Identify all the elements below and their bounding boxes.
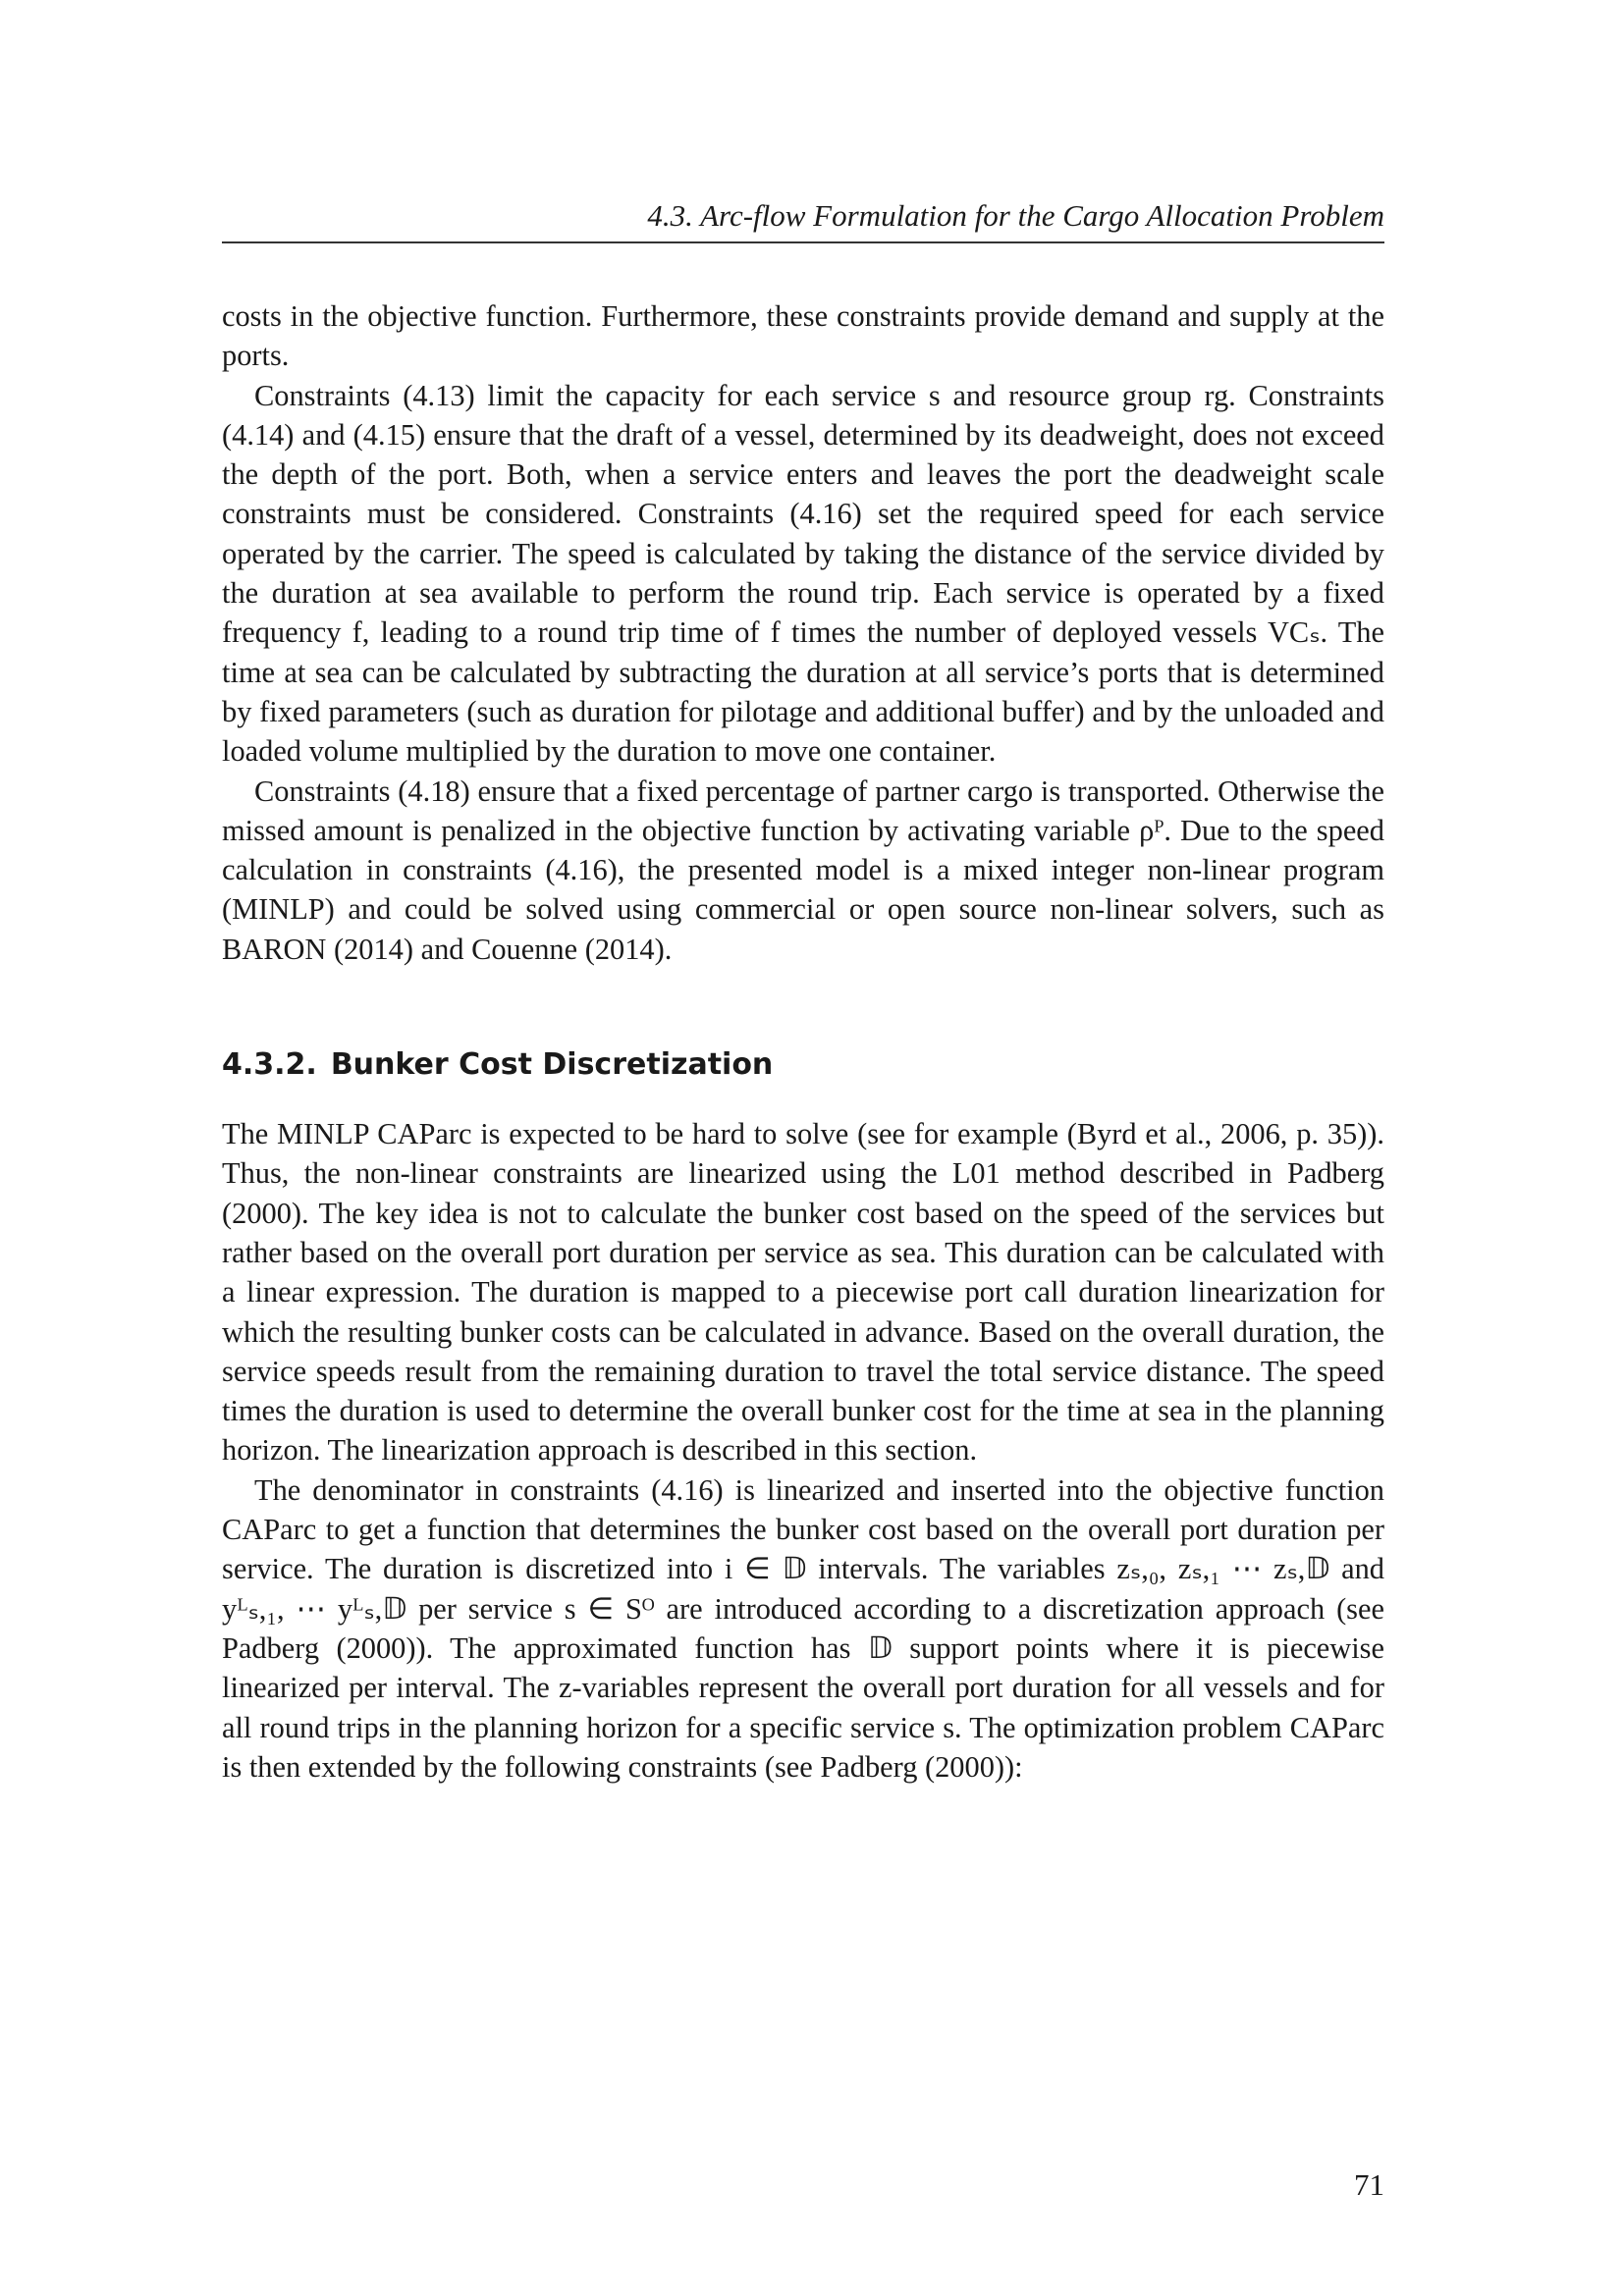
paragraph: The denominator in constraints (4.16) is linearized and inserted into the objective function CAParc to get a function that determines the bunker cost based on the overall port duration per service. The duration is discretized into i ∈ 𝔻 intervals. The variables zₛ,₀, zₛ,₁ ⋯ zₛ,𝔻 and yᴸₛ,₁, ⋯ yᴸₛ,𝔻 per service s ∈ Sᴼ are introduced according to a discretization approach (see Padberg (2000)). The approximated function has 𝔻 support points where it is piecewise linearized per interval. The z-variables represent the overall port duration for all vessels and for all round trips in the planning horizon for a specific service s. The optimization problem CAParc is then extended by the following constraints (see Padberg (2000)): [222,1472,1384,1784]
paragraph: The MINLP CAParc is expected to be hard to solve (see for example (Byrd et al., 2006, p. 35)). Thus, the non-linear constraints are linearized using the L01 method described in Padberg (2000). The key idea is not to calculate the bunker cost based on the speed of the services but rather based on the overall port duration per service as sea. This duration can be calculated with a linear expression. The duration is mapped to a piecewise port call duration linearization for which the resulting bunker costs can be calculated in advance. Based on the overall duration, the service speeds result from the remaining duration to travel the total service distance. The speed times the duration is used to determine the overall bunker cost for the time at sea in the planning horizon. The linearization approach is described in this section. [222,1117,1384,1468]
paragraph: Constraints (4.18) ensure that a fixed percentage of partner cargo is transported. Otherwise the missed amount is penalized in the objective function by activating variable ρᴾ. Due to the speed calculation in constraints (4.16), the presented model is a mixed integer non-linear program (MINLP) and could be solved using commercial or open source non-linear solvers, such as BARON (2014) and Couenne (2014). [222,774,1384,966]
paragraph: costs in the objective function. Furthermore, these constraints provide demand and supply at the ports. [222,299,1384,373]
running-header [222,192,1384,243]
page-number: 71 [1354,2167,1384,2202]
section-title: Bunker Cost Discretization [330,1047,774,1083]
section-heading [222,1045,1384,1085]
section-number: 4.3.2. [222,1047,317,1083]
paragraph: Constraints (4.13) limit the capacity for each service s and resource group rg. Constraints (4.14) and (4.15) ensure that the draft of a vessel, determined by its deadweight, does not exceed the depth of the port. Both, when a service enters and leaves the port the deadweight scale constraints must be considered. Constraints (4.16) set the required speed for each service operated by the carrier. The speed is calculated by taking the distance of the service divided by the duration at sea available to perform the round trip. Each service is operated by a fixed frequency f, leading to a round trip time of f times the number of deployed vessels VCₛ. The time at sea can be calculated by subtracting the duration at all service’s ports that is determined by fixed parameters (such as duration for pilotage and additional buffer) and by the unloaded and loaded volume multiplied by the duration to move one container. [222,378,1384,769]
running-title: 4.3. Arc-flow Formulation for the Cargo Allocation Problem [647,198,1384,233]
page-body [222,296,1384,1787]
